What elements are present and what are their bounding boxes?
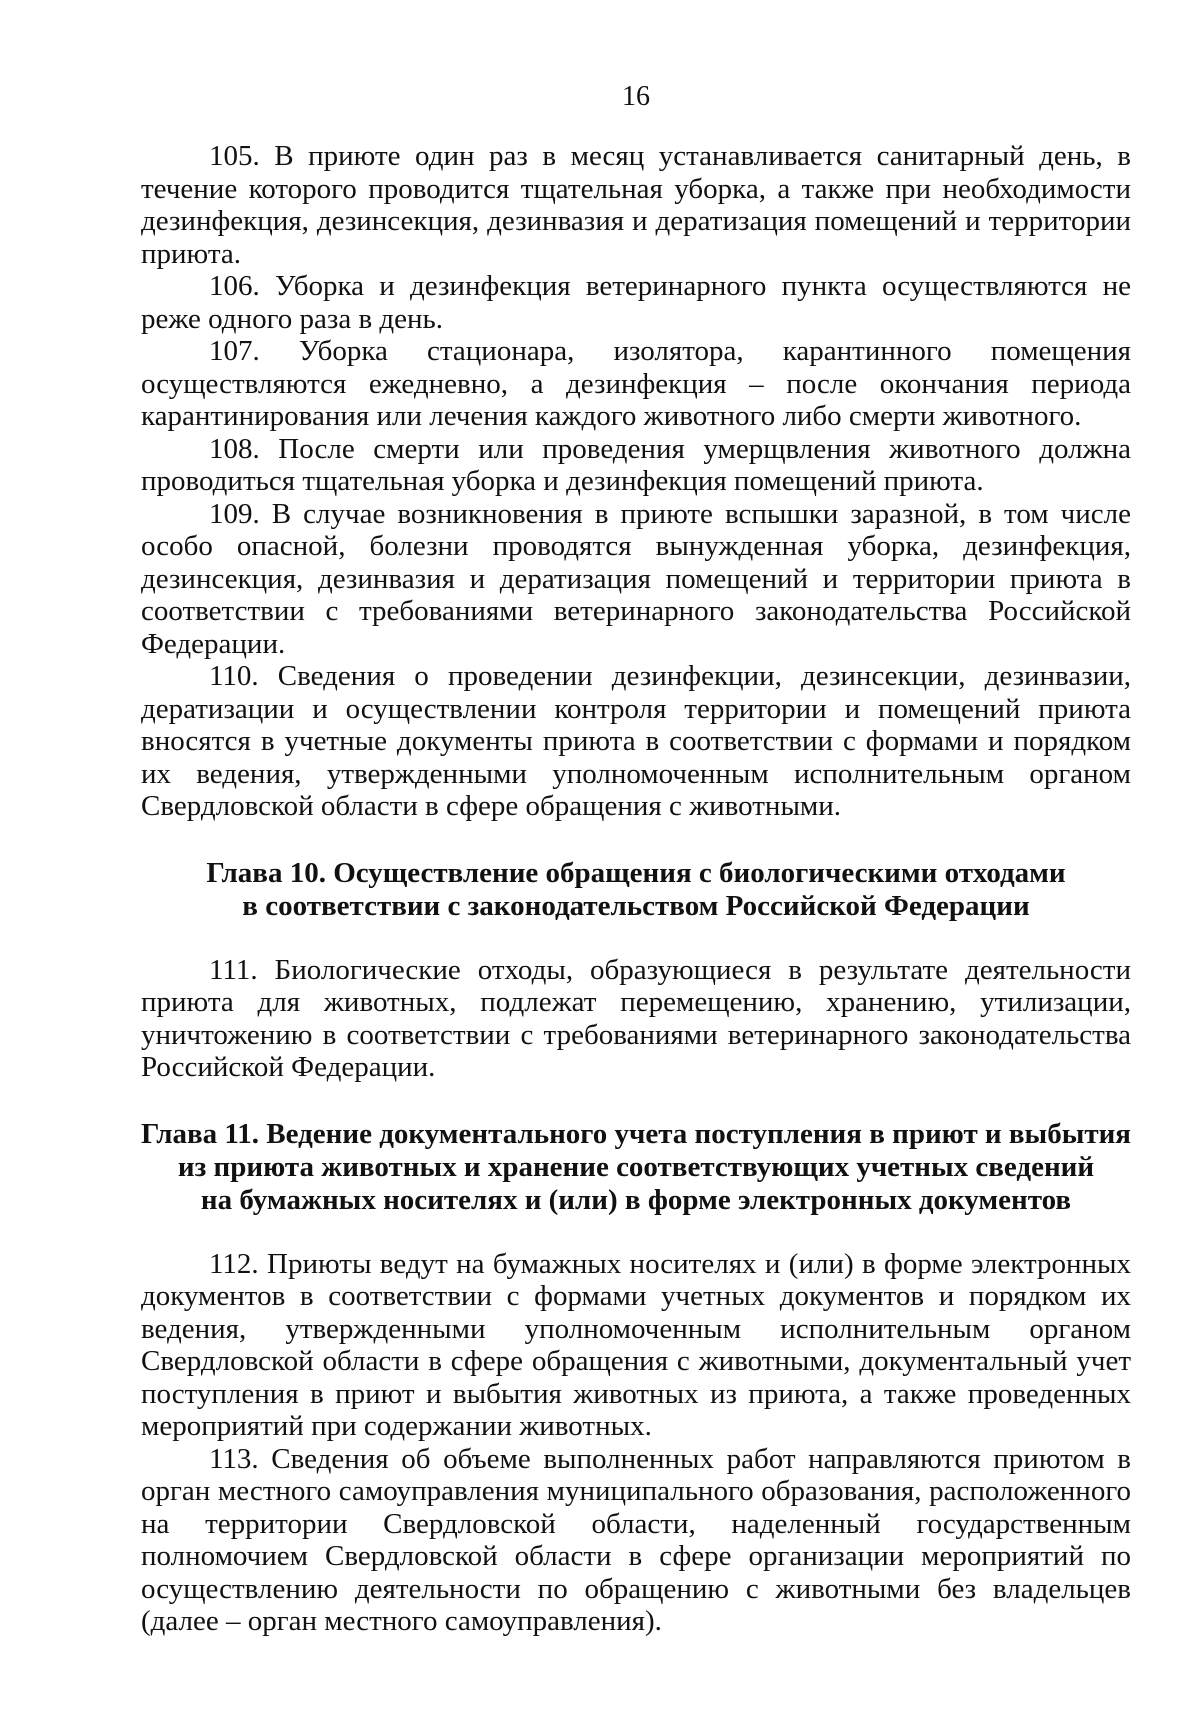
paragraph-111: 111. Биологические отходы, образующиеся в результате деятельности приюта для животных, подлежат перемещению, хранению, утилизации, уничтожению в соответствии с требованиями ветеринарного законодательства Российской Федерации. xyxy=(141,953,1131,1083)
spacer xyxy=(141,823,1131,857)
paragraph-105: 105. В приюте один раз в месяц устанавливается санитарный день, в течение которого проводится тщательная уборка, а также при необходимости дезинфекция, дезинсекция, дезинвазия и дератизация помещений и территории приюта. xyxy=(141,140,1131,270)
document-body xyxy=(141,140,1131,1638)
paragraph-110: 110. Сведения о проведении дезинфекции, дезинсекции, дезинвазии, дератизации и осуществлении контроля территории и помещений приюта вносятся в учетные документы приюта в соответствии с формами и порядком их ведения, утвержденными уполномоченным исполнительным органом Свердловской области в сфере обращения с животными. xyxy=(141,660,1131,822)
chapter-10-heading xyxy=(141,857,1131,923)
chapter-11-heading-line-3: на бумажных носителях и (или) в форме электронных документов xyxy=(200,1183,1072,1216)
paragraph-107: 107. Уборка стационара, изолятора, карантинного помещения осуществляются ежедневно, а дезинфекция – после окончания периода карантинирования или лечения каждого животного либо смерти животного. xyxy=(141,335,1131,432)
paragraph-112: 112. Приюты ведут на бумажных носителях и (или) в форме электронных документов в соответствии с формами учетных документов и порядком их ведения, утвержденными уполномоченным исполнительным органом Свердловской области в сфере обращения с животными, документальный учет поступления в приют и выбытия животных из приюта, а также проведенных мероприятий при содержании животных. xyxy=(141,1247,1131,1442)
chapter-11-heading-line-1: Глава 11. Ведение документального учета поступления в приют и выбытия xyxy=(141,1117,1131,1150)
paragraph-108: 108. После смерти или проведения умерщвления животного должна проводиться тщательная уборка и дезинфекция помещений приюта. xyxy=(141,432,1131,497)
page-number: 16 xyxy=(622,81,650,112)
chapter-10-heading-line-2: в соответствии с законодательством Российской Федерации xyxy=(242,889,1030,922)
paragraph-109: 109. В случае возникновения в приюте вспышки заразной, в том числе особо опасной, болезни проводятся вынужденная уборка, дезинфекция, дезинсекция, дезинвазия и дератизация помещений и территории приюта в соответствии с требованиями ветеринарного законодательства Российской Федерации. xyxy=(141,497,1131,660)
spacer xyxy=(141,1217,1131,1248)
chapter-11-heading-line-2: из приюта животных и хранение соответствующих учетных сведений xyxy=(177,1150,1095,1183)
spacer xyxy=(141,923,1131,954)
spacer xyxy=(141,1084,1131,1118)
paragraph-106: 106. Уборка и дезинфекция ветеринарного пункта осуществляются не реже одного раза в день. xyxy=(141,270,1131,335)
chapter-10-heading-line-1: Глава 10. Осуществление обращения с биологическими отходами xyxy=(206,856,1066,889)
paragraph-113: 113. Сведения об объеме выполненных работ направляются приютом в орган местного самоуправления муниципального образования, расположенного на территории Свердловской области, наделенный государственным полномочием Свердловской области в сфере организации мероприятий по осуществлению деятельности по обращению с животными без владельцев (далее – орган местного самоуправления). xyxy=(141,1442,1131,1637)
chapter-11-heading xyxy=(141,1118,1131,1217)
